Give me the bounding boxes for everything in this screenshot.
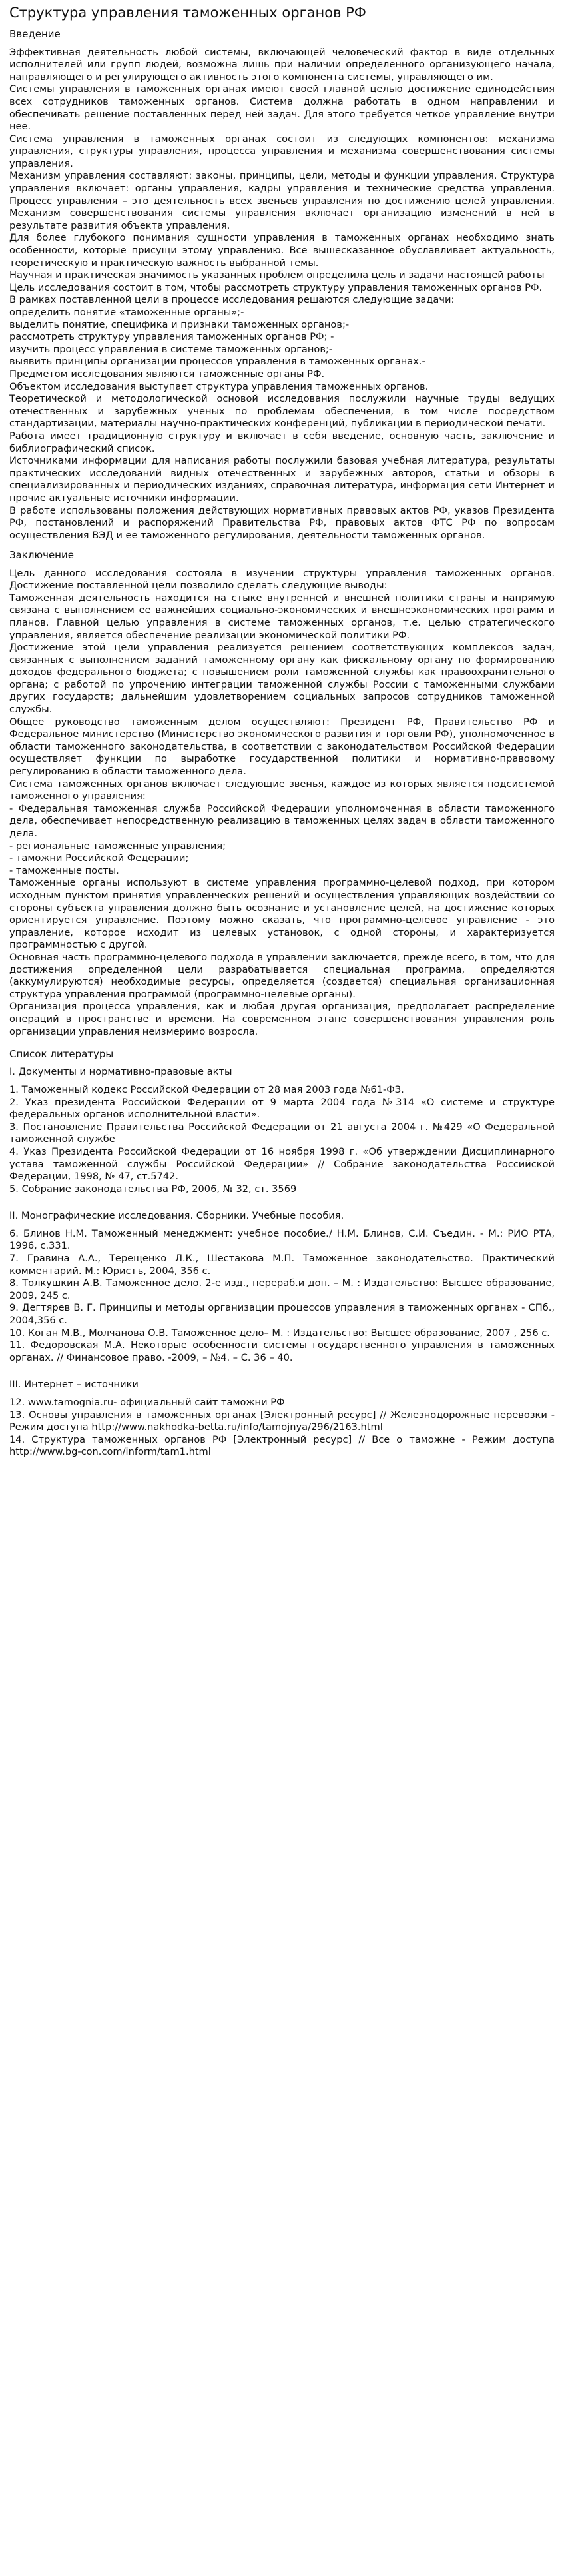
bibliography-body [9, 1066, 555, 1459]
conclusion-body [9, 568, 555, 1039]
introduction-section [9, 27, 555, 542]
intro-paragraph: определить понятие «таможенные органы»;- [9, 307, 244, 319]
intro-paragraph: изучить процесс управления в системе таможенных органов;- [9, 343, 333, 355]
conclusion-paragraph: Достижение этой цели управления реализуется решением соответствующих комплексов задач, связанных с выполнением заданий таможенному органу как фискальному органу по формированию доходов федерального бюджета; с повышением роли таможенной службы как правоохранительного органа; с работой по упрочению интеграции таможенной службы России с таможенными службами других государств; дальнейшим удовлетворением социальных запросов сотрудников таможенной службы. [9, 642, 555, 716]
intro-paragraph: Для более глубокого понимания сущности управления в таможенных органах необходимо знать особенности, которые присущи этому управлению. Все вышесказанное обуславливает актуальность, теоретическую и практическую важность выбранной темы. [9, 232, 555, 269]
bibliography-item: 4. Указ Президента Российской Федерации от 16 ноября 1998 г. «Об утверждении Дисциплинарного устава таможенной службы Российской Федерации» // Собрание законодательства Российской Федерации, 1998, № 47, ст.5742. [9, 1145, 555, 1183]
intro-paragraph: Система управления в таможенных органах состоит из следующих компонентов: механизма управления, структуры управления, процесса управления и механизма совершенствования системы управления. [9, 133, 555, 169]
bibliography-heading: Список литературы [9, 1048, 114, 1061]
section-spacer [9, 1195, 555, 1207]
bibliography-item: 14. Структура таможенных органов РФ [Электронный ресурс] // Все о таможне - Режим доступа http://www.bg-con.com/inform/tam1.html [9, 1433, 555, 1458]
conclusion-paragraph: - Федеральная таможенная служба Российской Федерации уполномоченная в области таможенного дела, обеспечивает непосредственную реализацию в таможенных целях задач в области таможенного дела. [9, 802, 555, 840]
bibliography-item: 2. Указ президента Российской Федерации от 9 марта 2004 года №314 «О системе и структуре федеральных органов исполнительной власти». [9, 1096, 555, 1121]
conclusion-section [9, 548, 555, 1038]
intro-paragraph: В работе использованы положения действующих нормативных правовых актов РФ, указов Президента РФ, постановлений и распоряжений Правительства РФ, правовых актов ФТС РФ по вопросам осуществления ВЭД и ее таможенного регулирования, деятельности таможенных органов. [9, 504, 555, 541]
intro-paragraph: Предметом исследования являются таможенные органы РФ. [9, 368, 325, 380]
conclusion-heading: Заключение [9, 549, 74, 562]
conclusion-paragraph: Таможенная деятельность находится на стыке внутренней и внешней политики страны и напрямую связана с выполнением ее важнейших социально-экономических и внешнеэкономических программ и планов. Главной целью управления в системе таможенных органов, т.е. целью стратегического управления, является обеспечение реализации экономической политики РФ. [9, 592, 555, 641]
bibliography-item: 5. Собрание законодательства РФ, 2006, № 32, ст. 3569 [9, 1183, 297, 1195]
intro-paragraph: выделить понятие, специфика и признаки таможенных органов;- [9, 319, 350, 330]
bibliography-item: 6. Блинов Н.М. Таможенный менеджмент: учебное пособие./ Н.М. Блинов, С.И. Съедин. - М.: РИО РТА, 1996, с.331. [9, 1227, 555, 1252]
bibliography-item: 12. www.tamognia.ru- официальный сайт таможни РФ [9, 1397, 285, 1409]
bibliography-subheading: I. Документы и нормативно-правовые акты [9, 1066, 232, 1078]
conclusion-paragraph: Организация процесса управления, как и любая другая организация, предполагает распределение операций в пространстве и времени. На современном этапе совершенствования управления роль организации управления неизмеримо возросла. [9, 1001, 555, 1037]
intro-paragraph: Теоретической и методологической основой исследования послужили научные труды ведущих отечественных и зарубежных ученых по проблемам обеспечения, в том числе посредством стандартизации, материалы научно-практических конференций, публикации в периодической печати. [9, 393, 555, 430]
intro-paragraph: Системы управления в таможенных органах имеют своей главной целью достижение единодействия всех сотрудников таможенных органов. Система должна работать в одном направлении и обеспечивать решение поставленных перед ней задач. Для этого требуется четкое управление внутри нее. [9, 83, 555, 133]
conclusion-paragraph: Общее руководство таможенным делом осуществляют: Президент РФ, Правительство РФ и Федеральное министерство (Министерство экономического развития и торговли РФ), уполномоченное в области таможенного законодательства, в соответствии с законодательством Российской Федерации осуществляет функции по выработке государственной политики и нормативно-правовому регулированию в области таможенного дела. [9, 716, 555, 778]
intro-paragraph: выявить принципы организации процессов управления в таможенных органах.- [9, 356, 425, 368]
intro-paragraph: Источниками информации для написания работы послужили базовая учебная литература, результаты практических исследований видных отечественных и зарубежных авторов, статьи и обзоры в специализированных и периодических изданиях, справочная литература, информация сети Интернет и прочие актуальные источники информации. [9, 455, 555, 504]
bibliography-item: 9. Дегтярев В. Г. Принципы и методы организации процессов управления в таможенных органах - СПб., 2004,356 с. [9, 1302, 555, 1327]
bibliography-item: 13. Основы управления в таможенных органах [Электронный ресурс] // Железнодорожные перевозки - Режим доступа http://www.nakhodka-betta.ru/info/tamojnya/296/2163.html [9, 1409, 555, 1433]
conclusion-paragraph: - региональные таможенные управления; [9, 840, 226, 852]
introduction-body [9, 47, 555, 542]
conclusion-paragraph: Основная часть программно-целевого подхода в управлении заключается, прежде всего, в том, что для достижения определенной цели разрабатывается специальная программа, определяются (аккумулируются) необходимые ресурсы, определяется (создается) специальная организационная структура управления программой (программно-целевые органы). [9, 951, 555, 1000]
page-title: Структура управления таможенных органов РФ [9, 5, 366, 21]
bibliography-subheading: III. Интернет – источники [9, 1379, 139, 1391]
intro-paragraph: Эффективная деятельность любой системы, включающей человеческий фактор в виде отдельных исполнителей или групп людей, возможна лишь при наличии определенного организующего начала, направляющего и регулирующего активность этого компонента системы, управляющего им. [9, 46, 555, 83]
intro-paragraph: Объектом исследования выступает структура управления таможенных органов. [9, 380, 429, 392]
bibliography-item: 3. Постановление Правительства Российской Федерации от 21 августа 2004 г. №429 «О Федеральной таможенной службе [9, 1121, 555, 1145]
conclusion-paragraph: - таможенные посты. [9, 864, 119, 876]
section-spacer [9, 1364, 555, 1376]
intro-paragraph: Научная и практическая значимость указанных проблем определила цель и задачи настоящей работы [9, 269, 545, 281]
bibliography-section [9, 1047, 555, 1459]
bibliography-item: 8. Толкушкин А.В. Таможенное дело. 2-е изд., перераб.и доп. – М. : Издательство: Высшее образование, 2009, 245 с. [9, 1277, 555, 1301]
bibliography-item: 1. Таможенный кодекс Российской Федерации от 28 мая 2003 года №61-ФЗ. [9, 1083, 404, 1095]
bibliography-subheading: II. Монографические исследования. Сборники. Учебные пособия. [9, 1210, 344, 1222]
conclusion-paragraph: Таможенные органы используют в системе управления программно-целевой подход, при котором исходным пунктом принятия управленческих решений и осуществления управляющих воздействий со стороны субъекта управления должно быть осознание и установление целей, на достижение которых ориентируется управление. Поэтому можно сказать, что программно-целевое управление - это управление, которое исходит из целевых установок, с одной стороны, и характеризуется программностью с другой. [9, 877, 555, 951]
intro-paragraph: Работа имеет традиционную структуру и включает в себя введение, основную часть, заключение и библиографический список. [9, 430, 555, 454]
intro-paragraph: Цель исследования состоит в том, чтобы рассмотреть структуру управления таможенных органов РФ. [9, 281, 543, 293]
conclusion-paragraph: - таможни Российской Федерации; [9, 852, 189, 864]
conclusion-paragraph: Система таможенных органов включает следующие звенья, каждое из которых является подсистемой таможенного управления: [9, 778, 555, 802]
intro-paragraph: рассмотреть структуру управления таможенных органов РФ; - [9, 331, 334, 343]
intro-paragraph: Механизм управления составляют: законы, принципы, цели, методы и функции управления. Структура управления включает: органы управления, кадры управления и технические средства управления. Процесс управления – это деятельность всех звеньев управления по достижению целей управления. Механизм совершенствования системы управления включает организацию изменений в ней в результате развития объекта управления. [9, 170, 555, 231]
bibliography-item: 10. Коган М.В., Молчанова О.В. Таможенное дело– М. : Издательство: Высшее образование, 2007 , 256 с. [9, 1327, 550, 1339]
intro-paragraph: В рамках поставленной цели в процессе исследования решаются следующие задачи: [9, 294, 455, 306]
introduction-heading: Введение [9, 28, 61, 41]
conclusion-paragraph: Цель данного исследования состояла в изучении структуры управления таможенных органов. Достижение поставленной цели позволило сделать следующие выводы: [9, 567, 555, 592]
bibliography-item: 7. Гравина А.А., Терещенко Л.К., Шестакова М.П. Таможенное законодательство. Практический комментарий. М.: Юристъ, 2004, 356 с. [9, 1253, 555, 1277]
bibliography-item: 11. Федоровская М.А. Некоторые особенности системы государственного управления в таможенных органах. // Финансовое право. -2009, – №4. – С. 36 – 40. [9, 1339, 555, 1363]
